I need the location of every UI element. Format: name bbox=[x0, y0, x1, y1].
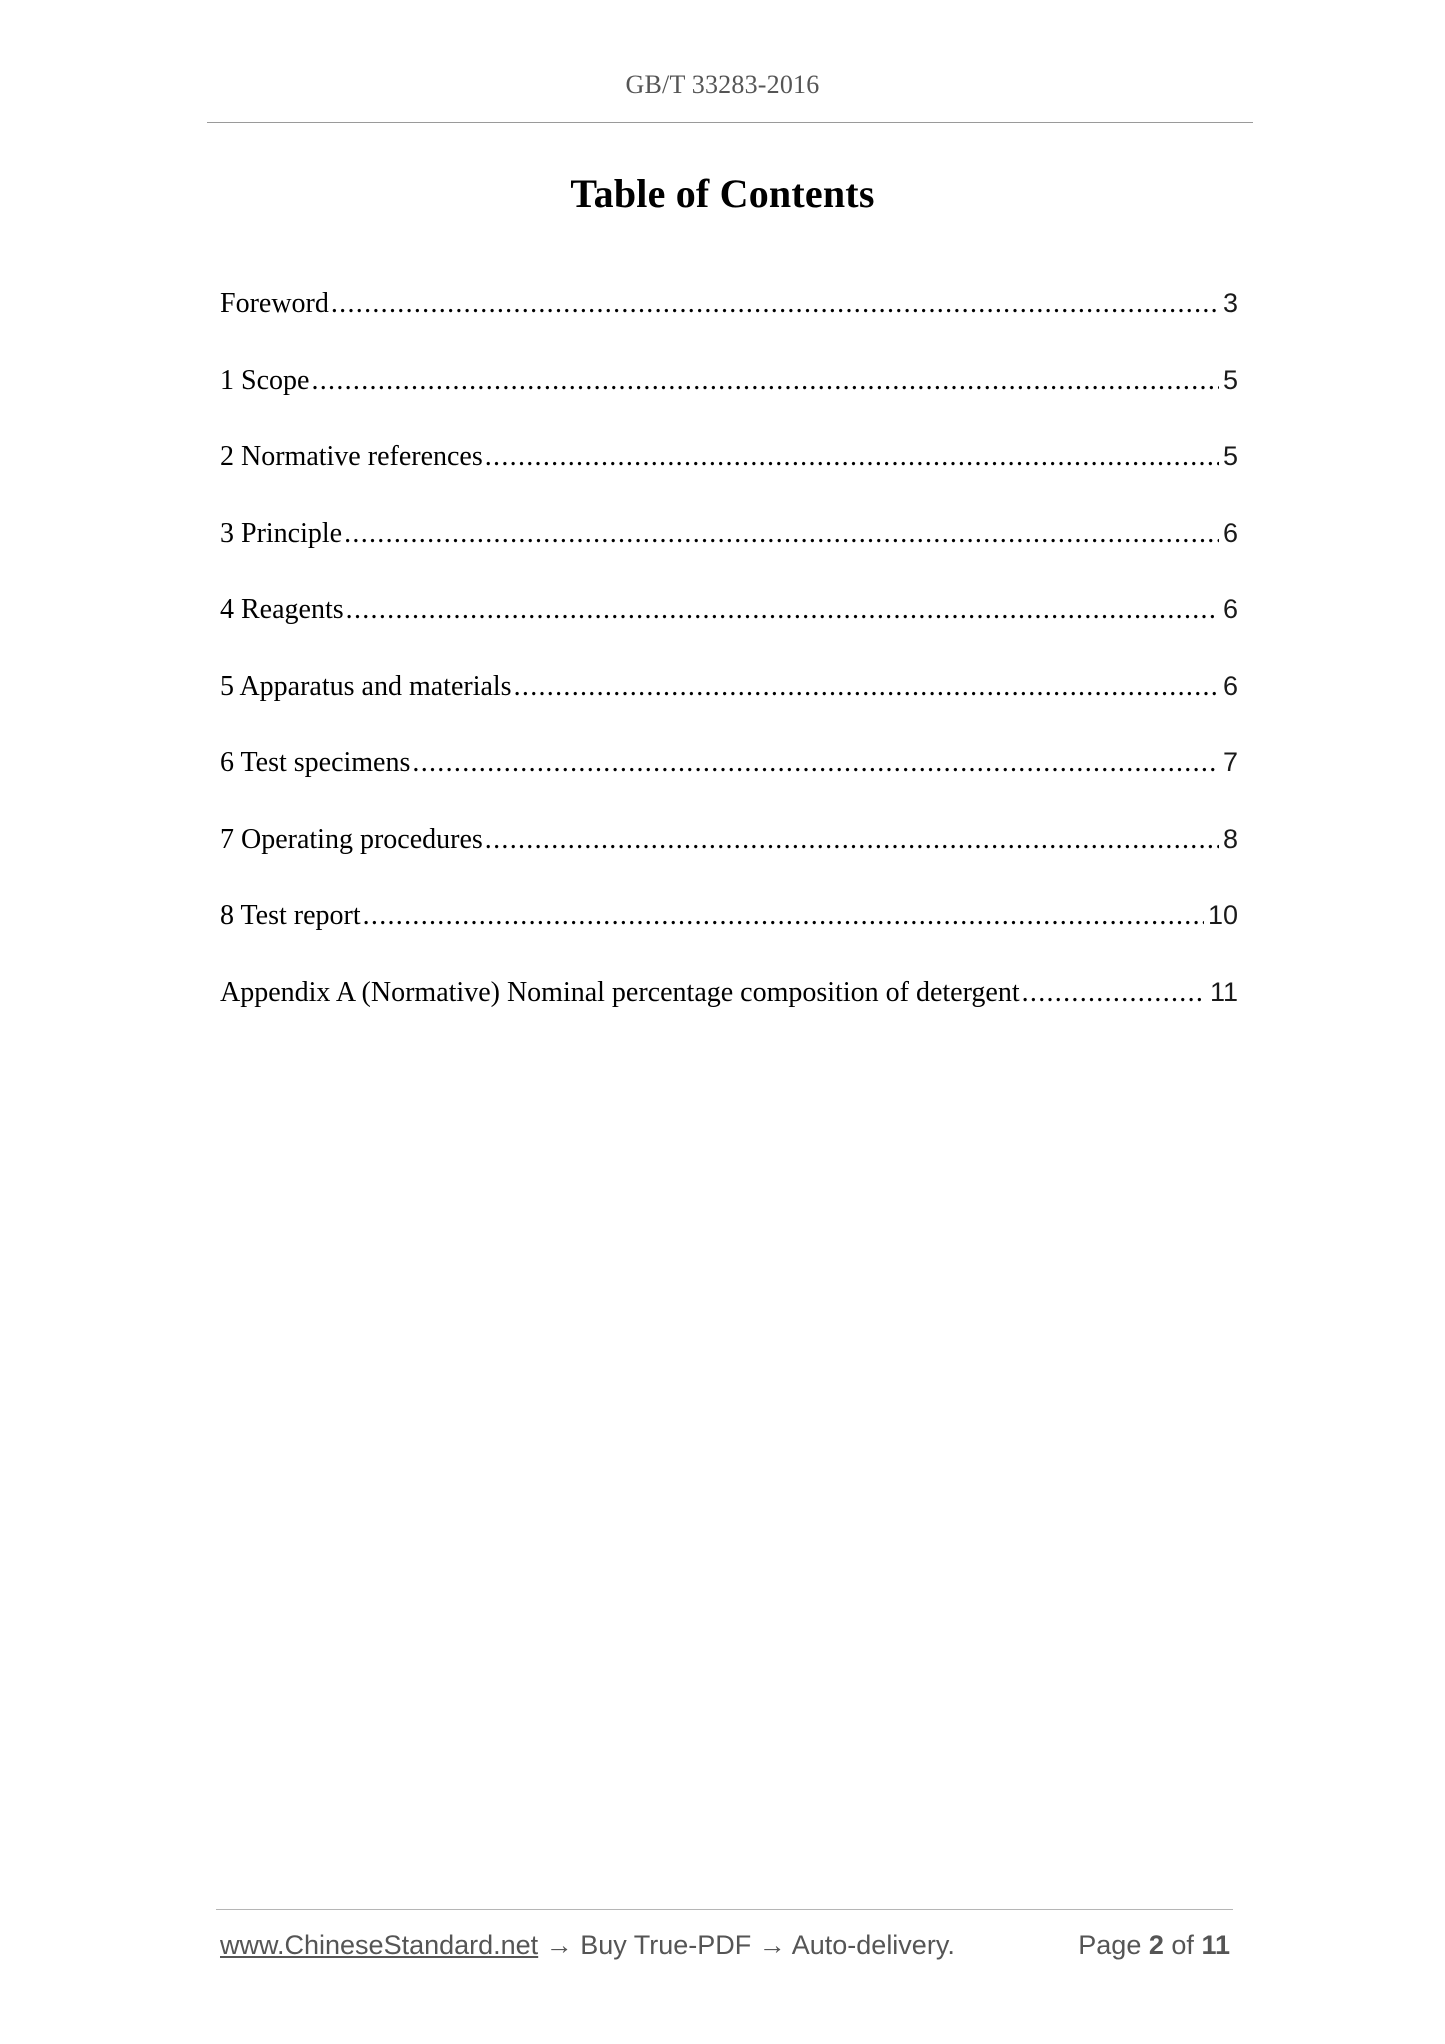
toc-entry-page: 5 bbox=[1222, 364, 1238, 395]
toc-title: Table of Contents bbox=[570, 171, 875, 216]
toc-entry-label: 3 Principle bbox=[220, 517, 343, 549]
toc-entry-page: 3 bbox=[1222, 288, 1238, 318]
footer-divider bbox=[216, 1909, 1233, 1910]
toc-entry-label: 2 Normative references bbox=[220, 441, 483, 472]
toc-dot-leader bbox=[412, 747, 1219, 779]
page-word: Page bbox=[1078, 1930, 1142, 1960]
toc-entry-scope[interactable] bbox=[220, 365, 1238, 442]
total-page-number: 11 bbox=[1201, 1930, 1230, 1960]
of-word: of bbox=[1171, 1930, 1194, 1960]
toc-entry-page: 8 bbox=[1222, 823, 1238, 854]
toc-entry-label: 1 Scope bbox=[220, 364, 310, 396]
toc-entry-label: 6 Test specimens bbox=[220, 747, 411, 778]
toc-entry-operating-procedures[interactable] bbox=[220, 824, 1238, 901]
page-number bbox=[1078, 1930, 1230, 1961]
toc-dot-leader bbox=[344, 518, 1219, 550]
toc-dot-leader bbox=[346, 594, 1219, 626]
toc-dot-leader bbox=[331, 288, 1219, 320]
header-divider bbox=[207, 122, 1253, 123]
toc-entry-label: 5 Apparatus and materials bbox=[220, 670, 512, 702]
toc-entry-page: 6 bbox=[1222, 594, 1238, 624]
toc-entry-page: 6 bbox=[1222, 670, 1238, 701]
toc-list bbox=[220, 288, 1238, 1053]
toc-entry-test-report[interactable] bbox=[220, 900, 1238, 977]
toc-dot-leader bbox=[363, 900, 1204, 932]
toc-entry-test-specimens[interactable] bbox=[220, 747, 1238, 824]
toc-entry-label: 7 Operating procedures bbox=[220, 823, 483, 855]
toc-entry-normative-references[interactable] bbox=[220, 441, 1238, 518]
toc-entry-reagents[interactable] bbox=[220, 594, 1238, 671]
toc-dot-leader bbox=[311, 365, 1219, 397]
toc-entry-page: 5 bbox=[1222, 441, 1238, 471]
toc-dot-leader bbox=[485, 824, 1219, 856]
toc-entry-label: 4 Reagents bbox=[220, 594, 344, 625]
toc-entry-label: Foreword bbox=[220, 288, 329, 319]
toc-entry-page: 7 bbox=[1222, 747, 1238, 777]
footer-promo bbox=[220, 1930, 955, 1961]
toc-entry-apparatus-and-materials[interactable] bbox=[220, 671, 1238, 748]
footer-tagline: → Buy True-PDF → Auto-delivery. bbox=[538, 1930, 955, 1960]
current-page-number: 2 bbox=[1148, 1930, 1164, 1960]
toc-entry-label: Appendix A (Normative) Nominal percentage composition of detergent bbox=[220, 976, 1020, 1008]
toc-entry-principle[interactable] bbox=[220, 518, 1238, 595]
document-code-header: GB/T 33283-2016 bbox=[625, 70, 820, 99]
toc-entry-page: 10 bbox=[1207, 900, 1238, 930]
toc-dot-leader bbox=[485, 441, 1219, 473]
toc-entry-page: 11 bbox=[1209, 976, 1238, 1007]
toc-entry-page: 6 bbox=[1222, 517, 1238, 548]
toc-entry-label: 8 Test report bbox=[220, 900, 361, 931]
toc-dot-leader bbox=[514, 671, 1219, 703]
website-link[interactable]: www.ChineseStandard.net bbox=[220, 1930, 539, 1960]
toc-entry-foreword[interactable] bbox=[220, 288, 1238, 365]
toc-dot-leader bbox=[1022, 977, 1206, 1009]
toc-entry-appendix-a[interactable] bbox=[220, 977, 1238, 1054]
